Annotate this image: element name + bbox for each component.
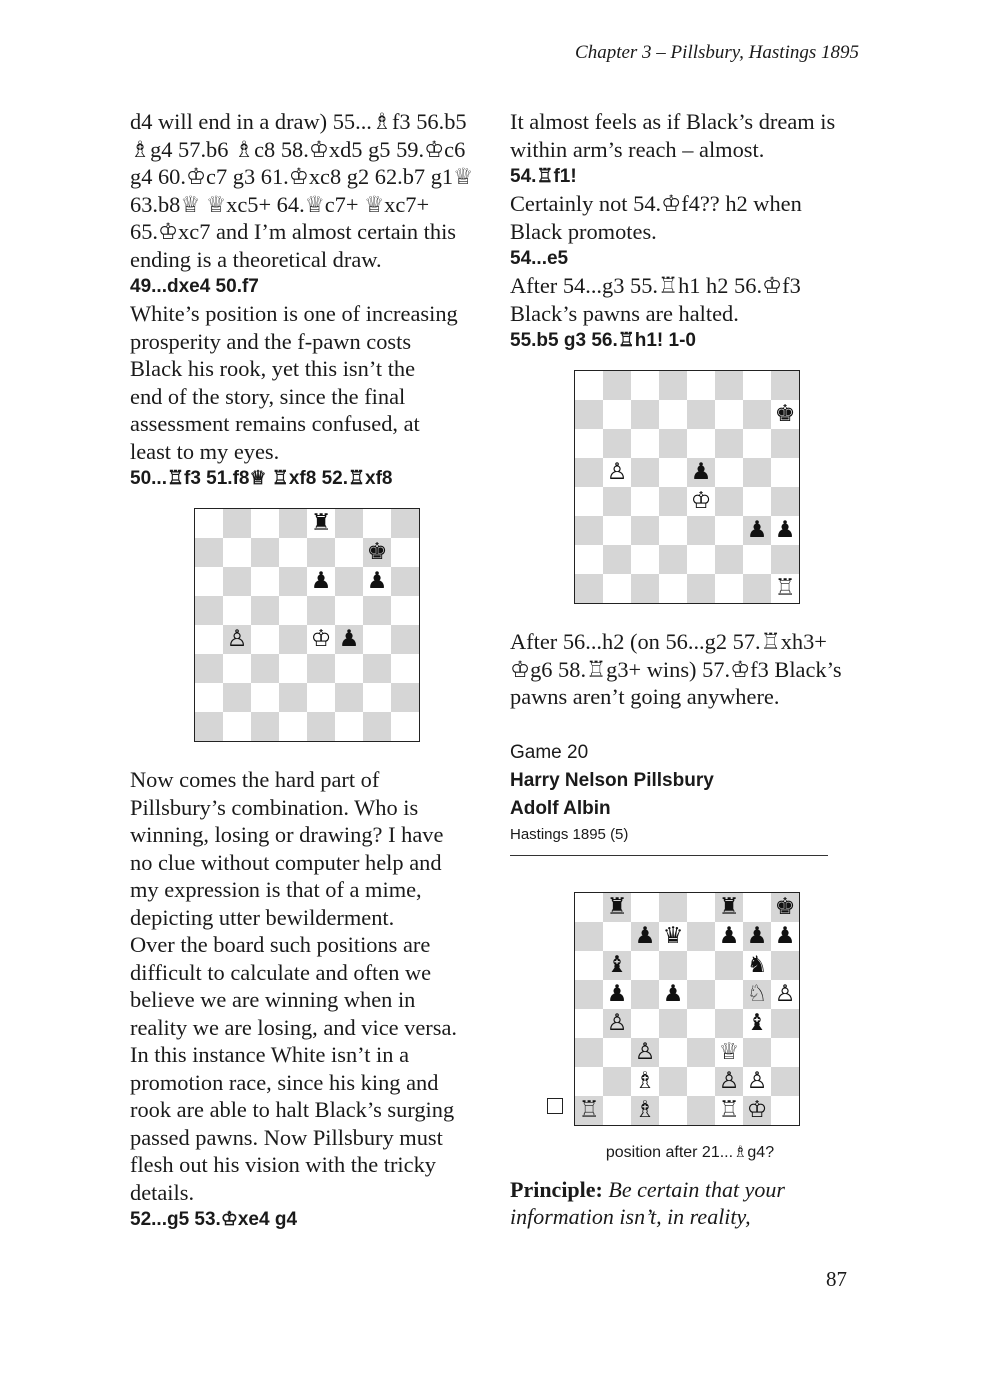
board-square: [575, 516, 603, 545]
board-square: [391, 596, 419, 625]
board-square: [391, 538, 419, 567]
board-square: [743, 429, 771, 458]
board-square: [603, 487, 631, 516]
move-heading: 52...g5 53.♔xe4 g4: [130, 1209, 298, 1230]
board-square: [279, 683, 307, 712]
board-square: [195, 596, 223, 625]
black-player: Adolf Albin: [510, 797, 611, 819]
board-square: [687, 1067, 715, 1096]
board-square: [279, 596, 307, 625]
board-square: [687, 922, 715, 951]
board-square: [391, 654, 419, 683]
board-square: [631, 951, 659, 980]
chess-diagram: [574, 892, 800, 1126]
board-square: [659, 1096, 687, 1125]
board-square: [715, 1009, 743, 1038]
chess-piece: ♟: [746, 517, 768, 543]
board-square: [307, 538, 335, 567]
board-square: [715, 371, 743, 400]
board-square: [251, 567, 279, 596]
board-square: [771, 429, 799, 458]
board-square: [603, 516, 631, 545]
board-square: [575, 980, 603, 1009]
board-square: [715, 487, 743, 516]
board-square: [223, 712, 251, 741]
principle-box: [510, 1176, 870, 1231]
board-square: [715, 1096, 743, 1125]
board-square: [771, 574, 799, 603]
chess-piece: ♚: [774, 401, 796, 427]
white-to-move-indicator: [547, 1098, 563, 1114]
board-square: [687, 545, 715, 574]
board-square: [659, 545, 687, 574]
board-square: [195, 683, 223, 712]
board-square: [659, 1009, 687, 1038]
board-square: [575, 922, 603, 951]
board-square: [603, 1009, 631, 1038]
chess-piece: ♙: [718, 1067, 740, 1094]
board-square: [335, 538, 363, 567]
board-square: [603, 980, 631, 1009]
board-square: [631, 1067, 659, 1096]
board-square: [687, 980, 715, 1009]
chess-piece: ♔: [746, 1096, 768, 1123]
chess-piece: ♘: [746, 980, 768, 1007]
board-square: [771, 980, 799, 1009]
board-square: [363, 712, 391, 741]
chess-piece: ♟: [690, 459, 712, 485]
board-square: [715, 400, 743, 429]
paragraph: White’s position is one of increasing prosperity and the f-pawn costs Black his rook, yet this isn’t the end of the story, since the final assessment remains confused, at least to my eyes.: [130, 301, 458, 464]
chess-piece: ♟: [606, 980, 628, 1007]
board-square: [659, 516, 687, 545]
board-square: [631, 487, 659, 516]
board-square: [307, 625, 335, 654]
board-square: [743, 1096, 771, 1125]
chess-piece: ♙: [634, 1038, 656, 1065]
board-square: [743, 487, 771, 516]
board-square: [743, 893, 771, 922]
board-square: [771, 516, 799, 545]
board-square: [251, 509, 279, 538]
board-square: [307, 567, 335, 596]
paragraph: d4 will end in a draw) 55...♗f3 56.b5 ♗g4 57.b6 ♗c8 58.♔xd5 g5 59.♔c6 g4 60.♔c7 g3 61.♔xc8 g2 62.b7 g1♕ 63.b8♕ ♕xc5+ 64.♕c7+ ♕xc7+ 65.♔xc7 and I’m almost certain this ending is a theoretical draw.: [130, 109, 474, 272]
board-square: [743, 545, 771, 574]
board-square: [771, 893, 799, 922]
board-square: [363, 596, 391, 625]
board-square: [391, 625, 419, 654]
board-square: [223, 509, 251, 538]
board-square: [715, 1038, 743, 1067]
board-square: [363, 683, 391, 712]
chess-piece: ♟: [774, 517, 796, 543]
board-square: [631, 458, 659, 487]
board-square: [743, 371, 771, 400]
board-square: [251, 625, 279, 654]
board-square: [659, 574, 687, 603]
board-square: [195, 509, 223, 538]
board-square: [223, 538, 251, 567]
board-square: [391, 683, 419, 712]
board-square: [603, 574, 631, 603]
board-square: [771, 1096, 799, 1125]
board-square: [251, 712, 279, 741]
left-column: [130, 108, 490, 1233]
board-square: [575, 429, 603, 458]
board-square: [363, 654, 391, 683]
chess-piece: ♙: [746, 1067, 768, 1094]
chess-piece: ♙: [226, 626, 248, 652]
board-square: [575, 1038, 603, 1067]
board-square: [575, 574, 603, 603]
move-heading: 54...e5: [510, 248, 569, 269]
chess-piece: ♟: [310, 568, 332, 594]
chess-piece: ♔: [310, 626, 332, 652]
chess-piece: ♟: [774, 922, 796, 949]
board-square: [335, 712, 363, 741]
board-square: [771, 371, 799, 400]
board-square: [687, 1096, 715, 1125]
board-square: [575, 400, 603, 429]
board-square: [631, 1009, 659, 1038]
board-square: [631, 574, 659, 603]
board-square: [659, 371, 687, 400]
paragraph: After 54...g3 55.♖h1 h2 56.♔f3 Black’s pawns are halted.: [510, 273, 801, 326]
board-square: [631, 893, 659, 922]
paragraph: Certainly not 54.♔f4?? h2 when Black promotes.: [510, 191, 802, 244]
board-square: [715, 922, 743, 951]
chess-piece: ♟: [338, 626, 360, 652]
paragraph: Now comes the hard part of Pillsbury’s combination. Who is winning, losing or drawing? I have no clue without computer help and my expression is that of a mime, depicting utter bewilderment. Over the board such positions are difficult to calculate and often we believe we are winning when in reality we are losing, and vice versa. In this instance White isn’t in a promotion race, since his king and rook are able to halt Black’s surging passed pawns. Now Pillsbury must flesh out his vision with the tricky details.: [130, 767, 458, 1205]
chess-piece: ♟: [746, 922, 768, 949]
board-square: [771, 1009, 799, 1038]
board-square: [363, 567, 391, 596]
board-square: [391, 509, 419, 538]
board-square: [771, 487, 799, 516]
board-square: [771, 922, 799, 951]
board-square: [575, 487, 603, 516]
chess-piece: ♙: [606, 459, 628, 485]
board-square: [715, 458, 743, 487]
board-square: [715, 1067, 743, 1096]
board-square: [251, 683, 279, 712]
board-square: [279, 654, 307, 683]
diagram-caption: position after 21...♗g4?: [605, 1143, 775, 1161]
board-square: [743, 1067, 771, 1096]
board-square: [715, 980, 743, 1009]
board-square: [279, 538, 307, 567]
board-square: [659, 487, 687, 516]
board-square: [687, 1038, 715, 1067]
board-square: [631, 429, 659, 458]
board-square: [659, 893, 687, 922]
chess-piece: ♙: [606, 1009, 628, 1036]
board-square: [631, 922, 659, 951]
divider: [510, 855, 828, 856]
board-square: [687, 574, 715, 603]
board-square: [743, 1009, 771, 1038]
board-square: [223, 625, 251, 654]
board-square: [715, 545, 743, 574]
move-heading: 54.♖f1!: [510, 166, 577, 187]
event-info: Hastings 1895 (5): [510, 825, 629, 843]
move-heading: 50...♖f3 51.f8♕ ♖xf8 52.♖xf8: [130, 468, 393, 489]
board-square: [687, 1009, 715, 1038]
board-square: [603, 1038, 631, 1067]
board-square: [307, 509, 335, 538]
chess-piece: ♗: [634, 1096, 656, 1123]
board-square: [307, 683, 335, 712]
board-square: [575, 1067, 603, 1096]
board-square: [771, 545, 799, 574]
board-square: [687, 516, 715, 545]
board-square: [575, 371, 603, 400]
board-square: [279, 712, 307, 741]
game-number: Game 20: [510, 741, 589, 763]
board-square: [771, 951, 799, 980]
board-square: [715, 516, 743, 545]
board-square: [715, 951, 743, 980]
board-square: [659, 922, 687, 951]
chess-piece: ♔: [690, 488, 712, 514]
chess-piece: ♜: [310, 510, 332, 536]
chess-piece: ♚: [366, 539, 388, 565]
board-square: [631, 1038, 659, 1067]
board-square: [195, 654, 223, 683]
board-square: [603, 371, 631, 400]
board-square: [659, 951, 687, 980]
board-square: [771, 1067, 799, 1096]
board-square: [771, 458, 799, 487]
chess-piece: ♟: [634, 922, 656, 949]
chess-piece: ♜: [718, 893, 740, 920]
running-header: Chapter 3 – Pillsbury, Hastings 1895: [575, 42, 859, 63]
board-square: [603, 545, 631, 574]
board-square: [195, 712, 223, 741]
board-square: [743, 458, 771, 487]
principle-text: Be certain that your information isn’t, in reality,: [510, 1176, 785, 1229]
board-square: [603, 429, 631, 458]
board-square: [603, 922, 631, 951]
board-square: [743, 574, 771, 603]
board-square: [391, 712, 419, 741]
board-square: [659, 429, 687, 458]
board-square: [335, 654, 363, 683]
board-square: [715, 893, 743, 922]
paragraph: After 56...h2 (on 56...g2 57.♖xh3+ ♔g6 58.♖g3+ wins) 57.♔f3 Black’s pawns aren’t going anywhere.: [510, 629, 842, 709]
chess-piece: ♟: [662, 980, 684, 1007]
board-square: [575, 1009, 603, 1038]
board-square: [659, 1067, 687, 1096]
board-square: [603, 1096, 631, 1125]
page-number: 87: [826, 1267, 847, 1291]
right-column: [510, 108, 870, 1231]
chess-piece: ♖: [774, 575, 796, 601]
board-square: [363, 625, 391, 654]
chess-piece: ♗: [634, 1067, 656, 1094]
white-player: Harry Nelson Pillsbury: [510, 769, 714, 791]
board-square: [603, 400, 631, 429]
chess-piece: ♟: [366, 568, 388, 594]
board-square: [687, 951, 715, 980]
board-square: [279, 625, 307, 654]
board-square: [335, 509, 363, 538]
board-square: [687, 487, 715, 516]
board-square: [363, 509, 391, 538]
board-square: [251, 538, 279, 567]
board-square: [251, 596, 279, 625]
move-heading: 49...dxe4 50.f7: [130, 276, 259, 297]
board-square: [659, 400, 687, 429]
board-square: [687, 893, 715, 922]
board-square: [575, 458, 603, 487]
chess-piece: ♖: [578, 1096, 600, 1123]
board-square: [743, 400, 771, 429]
board-square: [335, 596, 363, 625]
board-square: [223, 567, 251, 596]
chess-piece: ♙: [774, 980, 796, 1007]
board-square: [575, 545, 603, 574]
board-square: [251, 654, 279, 683]
chess-piece: ♟: [718, 922, 740, 949]
board-square: [279, 567, 307, 596]
board-square: [195, 567, 223, 596]
board-square: [659, 458, 687, 487]
board-square: [743, 980, 771, 1009]
board-square: [575, 951, 603, 980]
board-square: [307, 712, 335, 741]
paragraph: It almost feels as if Black’s dream is within arm’s reach – almost.: [510, 109, 836, 162]
board-square: [771, 1038, 799, 1067]
board-square: [743, 1038, 771, 1067]
board-square: [335, 625, 363, 654]
chess-piece: ♞: [746, 951, 768, 978]
board-square: [687, 371, 715, 400]
board-square: [223, 683, 251, 712]
board-square: [335, 567, 363, 596]
board-square: [631, 980, 659, 1009]
move-heading: 55.b5 g3 56.♖h1! 1-0: [510, 330, 697, 351]
board-square: [335, 683, 363, 712]
board-square: [687, 400, 715, 429]
board-square: [631, 371, 659, 400]
board-square: [603, 893, 631, 922]
chess-piece: ♚: [774, 893, 796, 920]
board-square: [307, 654, 335, 683]
chess-piece: ♕: [718, 1038, 740, 1065]
board-square: [715, 574, 743, 603]
board-square: [631, 1096, 659, 1125]
board-square: [603, 1067, 631, 1096]
board-square: [743, 516, 771, 545]
board-square: [743, 951, 771, 980]
board-square: [743, 922, 771, 951]
board-square: [307, 596, 335, 625]
board-square: [659, 980, 687, 1009]
board-square: [279, 509, 307, 538]
board-square: [603, 458, 631, 487]
board-square: [687, 429, 715, 458]
board-square: [195, 625, 223, 654]
principle-label: Principle:: [510, 1176, 603, 1202]
chess-diagram: [194, 508, 420, 742]
board-square: [631, 545, 659, 574]
board-square: [631, 516, 659, 545]
board-square: [771, 400, 799, 429]
chess-piece: ♜: [606, 893, 628, 920]
board-square: [223, 654, 251, 683]
board-square: [195, 538, 223, 567]
board-square: [363, 538, 391, 567]
chess-piece: ♖: [718, 1096, 740, 1123]
board-square: [575, 893, 603, 922]
board-square: [223, 596, 251, 625]
board-square: [715, 429, 743, 458]
board-square: [575, 1096, 603, 1125]
chess-piece: ♝: [746, 1009, 768, 1036]
chess-piece: ♝: [606, 951, 628, 978]
board-square: [391, 567, 419, 596]
board-square: [603, 951, 631, 980]
board-square: [687, 458, 715, 487]
board-square: [631, 400, 659, 429]
board-square: [659, 1038, 687, 1067]
chess-piece: ♛: [662, 922, 684, 949]
chess-diagram: [574, 370, 800, 604]
